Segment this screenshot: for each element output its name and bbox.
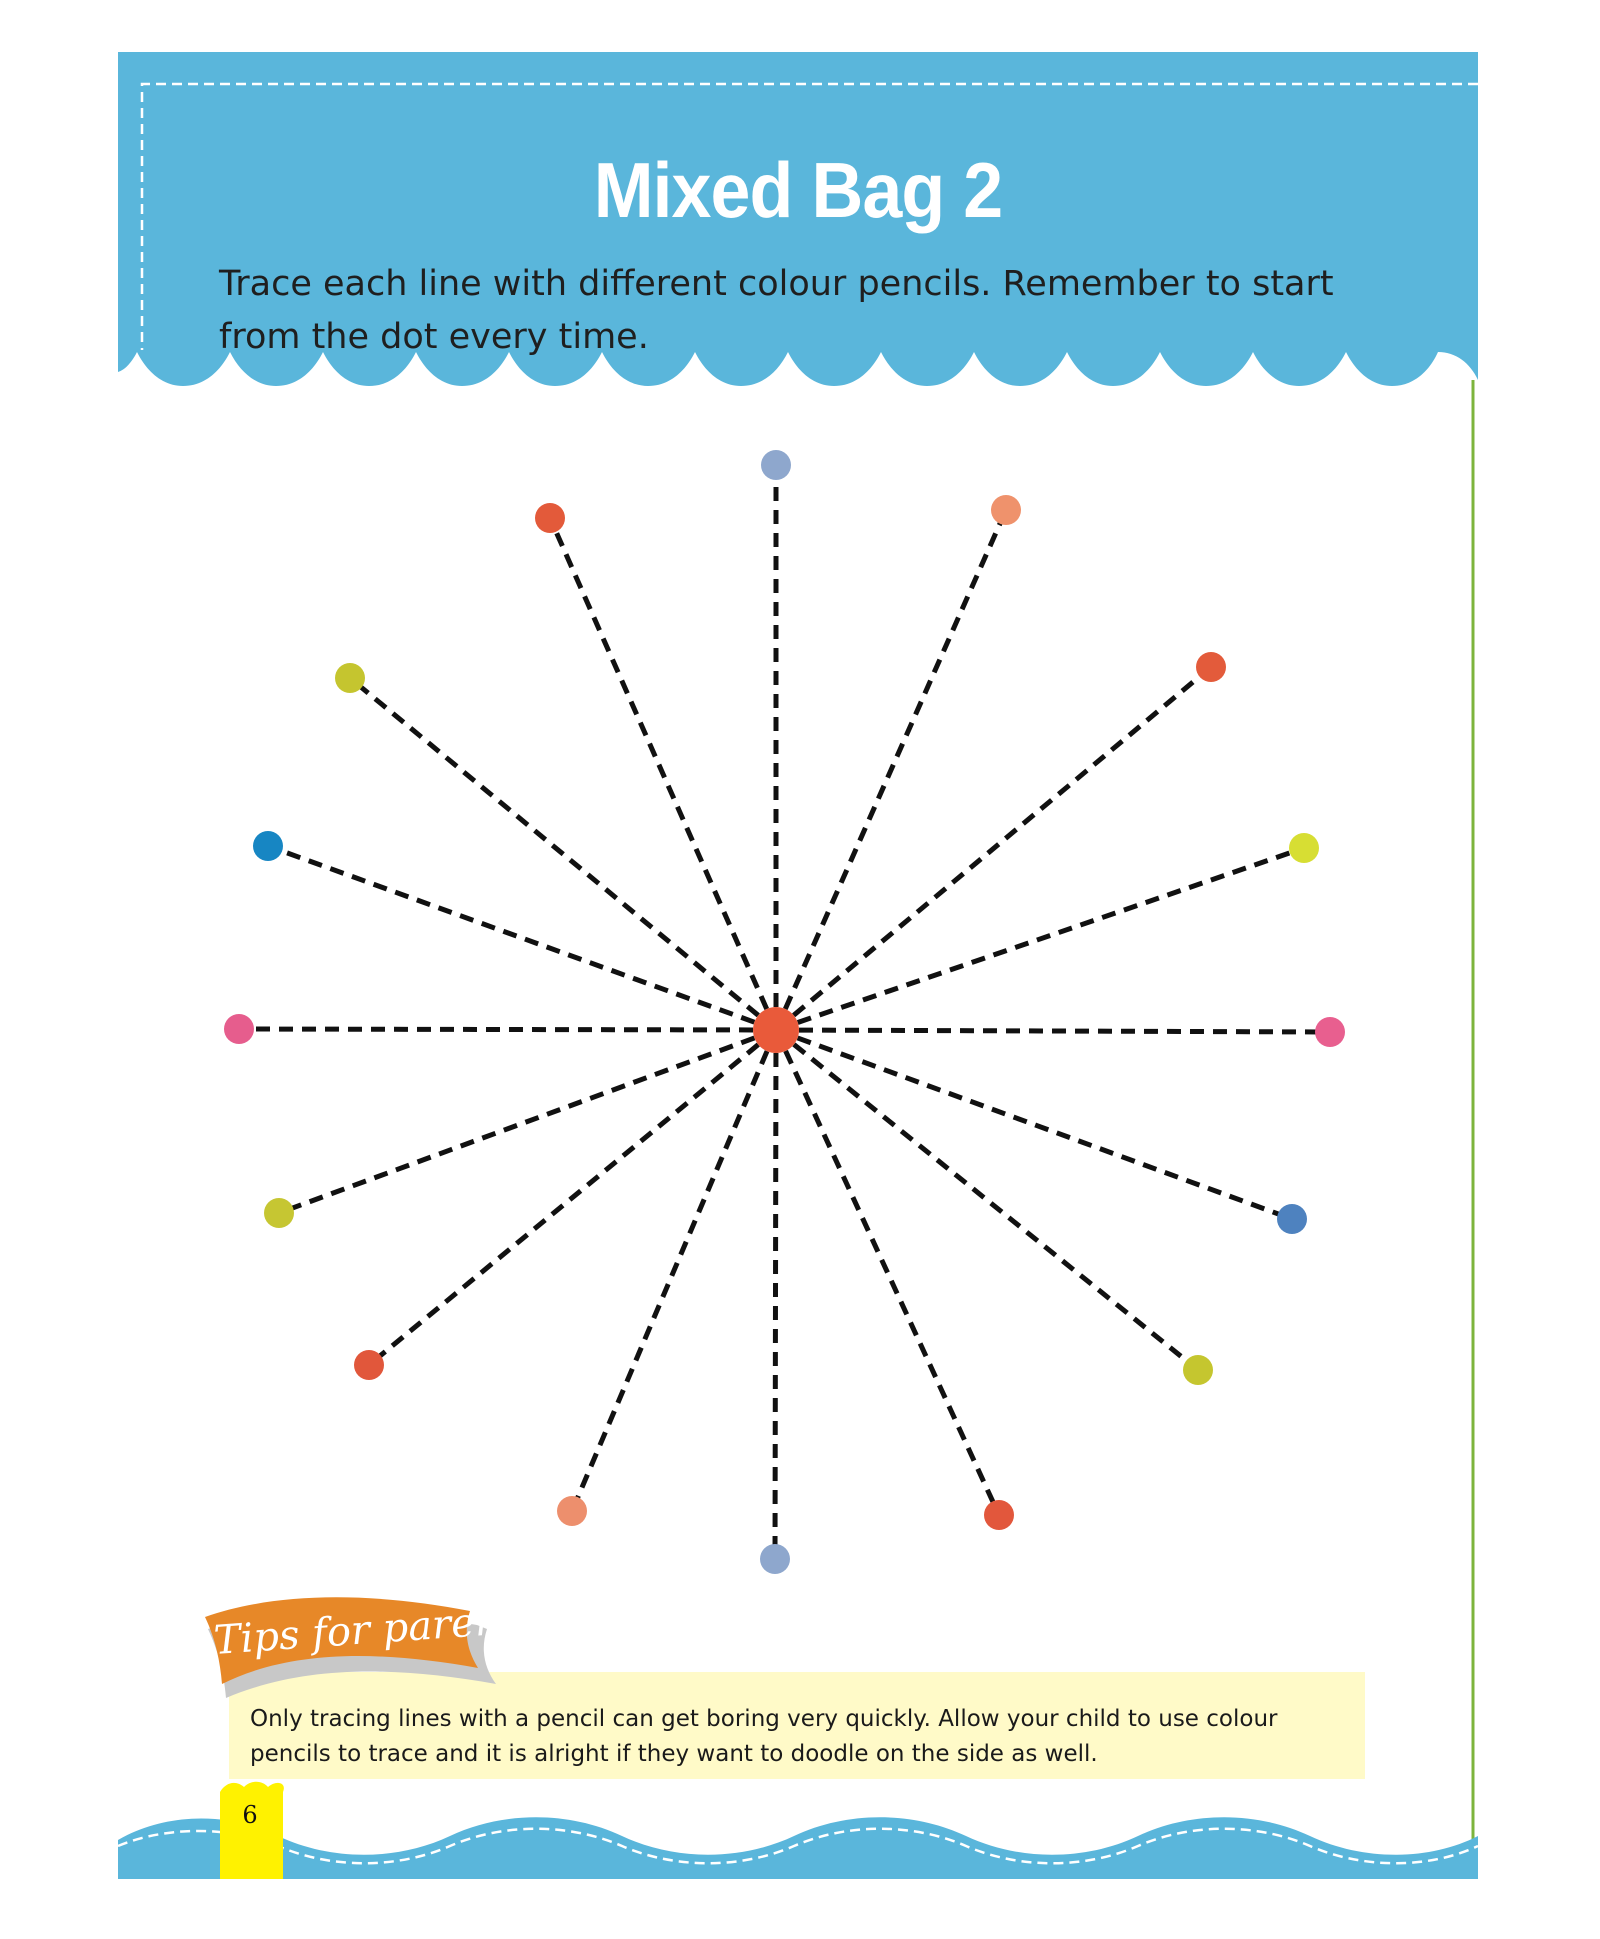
start-dot-2 — [991, 495, 1021, 525]
start-dot-10 — [557, 1496, 587, 1526]
page-title: Mixed Bag 2 — [593, 146, 1003, 234]
start-dot-9 — [760, 1544, 790, 1574]
start-dot-13 — [224, 1014, 254, 1044]
start-dot-16 — [535, 503, 565, 533]
start-dot-14 — [253, 831, 283, 861]
tips-label: Tips for parents — [212, 1595, 539, 1664]
start-dot-15 — [335, 663, 365, 693]
start-dot-8 — [984, 1500, 1014, 1530]
page-number: 6 — [242, 1801, 258, 1829]
start-dot-3 — [1196, 652, 1226, 682]
start-dot-5 — [1315, 1017, 1345, 1047]
tips-text: Only tracing lines with a pencil can get boring very quickly. Allow your child to use colour pencils to trace and it is alright if they want to doodle on the side as well. — [250, 1706, 1278, 1767]
instruction-text: Trace each line with different colour pencils. Remember to start from the dot every time. — [219, 264, 1334, 357]
start-dot-12 — [264, 1198, 294, 1228]
start-dot-7 — [1183, 1355, 1213, 1385]
start-dot-11 — [354, 1350, 384, 1380]
start-dot-4 — [1289, 833, 1319, 863]
start-dot-1 — [761, 450, 791, 480]
start-dot-6 — [1277, 1204, 1307, 1234]
tracing-line-9 — [775, 1030, 776, 1559]
center-dot — [753, 1007, 799, 1053]
